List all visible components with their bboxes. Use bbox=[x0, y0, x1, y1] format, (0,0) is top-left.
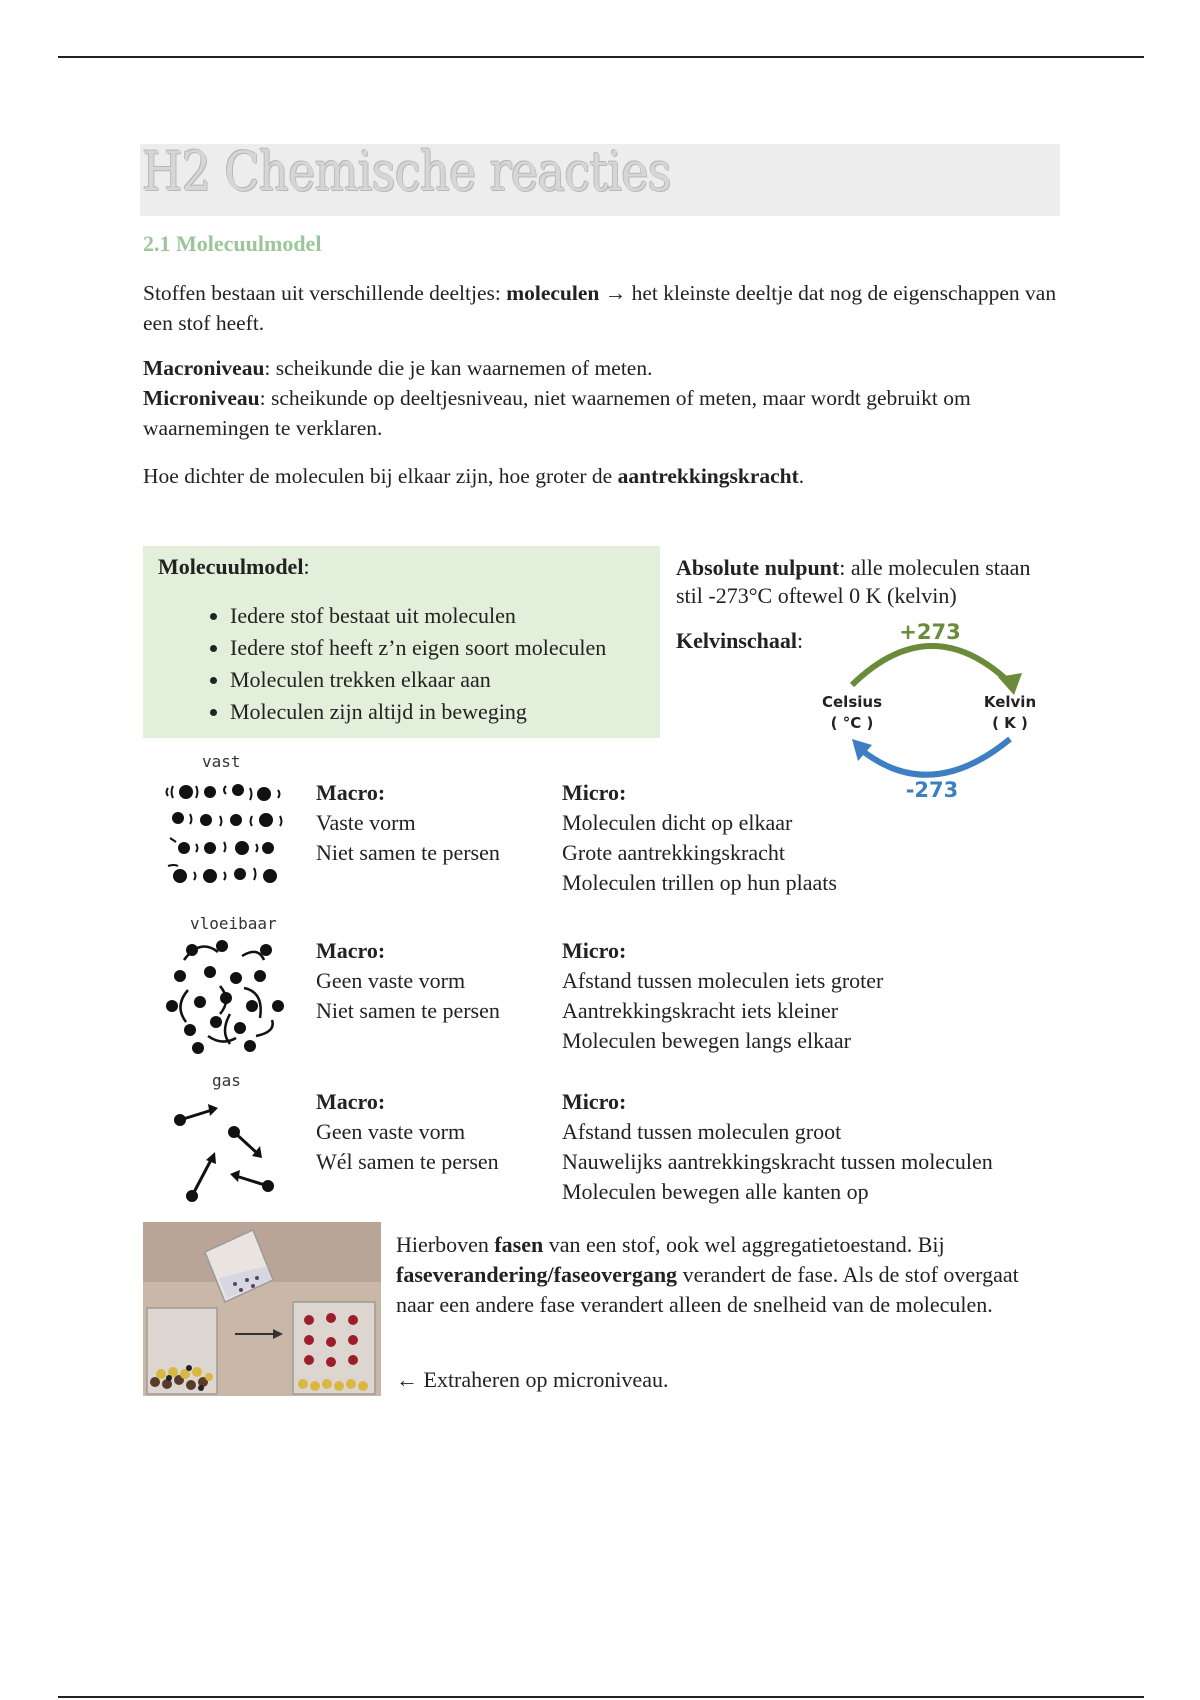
macro-definition: : scheikunde die je kan waarnemen of meten. bbox=[264, 356, 653, 380]
celsius-unit: ( °C ) bbox=[830, 714, 874, 732]
phase-label-liquid: vloeibaar bbox=[190, 914, 277, 933]
macro-line: Niet samen te persen bbox=[316, 998, 500, 1023]
macro-line: Niet samen te persen bbox=[316, 840, 500, 865]
molecuulmodel-title-bold: Molecuulmodel bbox=[158, 554, 304, 579]
gas-molecules-icon bbox=[160, 1094, 290, 1206]
attraction-period: . bbox=[798, 464, 805, 488]
phases-text: Hierboven bbox=[396, 1232, 495, 1257]
attraction-bold: aantrekkingskracht bbox=[617, 464, 799, 488]
macro-heading: Macro: bbox=[316, 1089, 386, 1114]
solid-molecules-icon bbox=[160, 776, 290, 894]
micro-heading: Micro: bbox=[562, 1089, 627, 1114]
phases-bold: fasen bbox=[494, 1232, 544, 1257]
intro-text: Stoffen bestaan uit verschillende deeltjes: bbox=[143, 281, 507, 305]
top-rule bbox=[58, 56, 1144, 58]
phases-paragraph bbox=[396, 1230, 1056, 1320]
micro-heading: Micro: bbox=[562, 938, 627, 963]
levels-paragraph bbox=[143, 353, 1063, 443]
extraction-photo bbox=[143, 1222, 381, 1396]
phase-change-bold: faseverandering/faseovergang bbox=[396, 1262, 678, 1287]
micro-line: Nauwelijks aantrekkingskracht tussen moleculen bbox=[562, 1149, 993, 1174]
micro-definition: : scheikunde op deeltjesniveau, niet waarnemen of meten, maar wordt gebruikt om waarnemingen te verklaren. bbox=[143, 386, 971, 440]
macro-line: Vaste vorm bbox=[316, 810, 416, 835]
macro-line: Geen vaste vorm bbox=[316, 1119, 466, 1144]
micro-term: Microniveau bbox=[143, 386, 260, 410]
extraction-caption: ← Extraheren op microniveau. bbox=[396, 1367, 669, 1392]
bottom-rule bbox=[58, 1696, 1144, 1698]
phase-label-gas: gas bbox=[212, 1071, 241, 1090]
micro-line: Afstand tussen moleculen iets groter bbox=[562, 968, 884, 993]
kelvin-scale-label bbox=[676, 628, 803, 654]
arrow-right-icon bbox=[852, 646, 1008, 685]
list-item: • Moleculen trekken elkaar aan bbox=[230, 664, 700, 696]
liquid-molecules-icon bbox=[160, 936, 290, 1056]
celsius-label: Celsius bbox=[822, 693, 882, 711]
minus-273-label: -273 bbox=[905, 778, 959, 802]
gas-macro bbox=[316, 1087, 499, 1177]
micro-line: Moleculen dicht op elkaar bbox=[562, 810, 793, 835]
intro-text-2: → het kleinste deeltje dat nog de eigenschappen van een stof heeft. bbox=[143, 281, 1057, 335]
list-item: • Iedere stof bestaat uit moleculen bbox=[230, 600, 700, 632]
molecuulmodel-title bbox=[158, 554, 310, 580]
gas-micro bbox=[562, 1087, 993, 1207]
micro-line: Moleculen bewegen langs elkaar bbox=[562, 1028, 851, 1053]
kelvin-scale-colon: : bbox=[797, 628, 804, 653]
phases-text-3: verandert de fase. Als de stof overgaat naar een andere fase verandert alleen de snelheid van de moleculen. bbox=[396, 1262, 1019, 1317]
absolute-zero-term: Absolute nulpunt bbox=[676, 555, 840, 580]
intro-paragraph bbox=[143, 278, 1063, 338]
macro-heading: Macro: bbox=[316, 780, 386, 805]
page-title: H2 Chemische reacties bbox=[142, 140, 671, 203]
molecuulmodel-colon: : bbox=[303, 554, 310, 579]
kelvin-label: Kelvin bbox=[983, 693, 1037, 711]
kelvin-scale-term: Kelvinschaal bbox=[676, 628, 798, 653]
arrow-left-icon bbox=[860, 739, 1010, 775]
micro-line: Moleculen bewegen alle kanten op bbox=[562, 1179, 869, 1204]
plus-273-label: +273 bbox=[899, 620, 961, 644]
intro-bold: moleculen bbox=[506, 281, 600, 305]
kelvin-diagram bbox=[810, 615, 1050, 805]
section-heading: 2.1 Molecuulmodel bbox=[143, 231, 322, 256]
list-item: • Moleculen zijn altijd in beweging bbox=[230, 696, 700, 728]
macro-line: Wél samen te persen bbox=[316, 1149, 499, 1174]
list-item: • Iedere stof heeft z’n eigen soort moleculen bbox=[230, 632, 700, 664]
macro-term: Macroniveau bbox=[143, 356, 265, 380]
molecuulmodel-list bbox=[190, 600, 700, 728]
phase-label-solid: vast bbox=[202, 752, 241, 771]
micro-line: Grote aantrekkingskracht bbox=[562, 840, 785, 865]
solid-macro bbox=[316, 778, 500, 868]
micro-line: Afstand tussen moleculen groot bbox=[562, 1119, 842, 1144]
liquid-macro bbox=[316, 936, 500, 1026]
attraction-paragraph bbox=[143, 461, 1063, 491]
extraction-illustration bbox=[143, 1222, 381, 1396]
solid-micro bbox=[562, 778, 837, 898]
micro-heading: Micro: bbox=[562, 780, 627, 805]
macro-line: Geen vaste vorm bbox=[316, 968, 466, 993]
attraction-text: Hoe dichter de moleculen bij elkaar zijn, hoe groter de bbox=[143, 464, 618, 488]
phases-text-2: van een stof, ook wel aggregatietoestand. Bij bbox=[543, 1232, 945, 1257]
kelvin-unit: ( K ) bbox=[992, 714, 1028, 732]
absolute-zero-text bbox=[676, 554, 1056, 610]
absolute-zero-definition: : alle moleculen staan stil -273°C oftewel 0 K (kelvin) bbox=[676, 555, 1031, 608]
liquid-micro bbox=[562, 936, 883, 1056]
micro-line: Moleculen trillen op hun plaats bbox=[562, 870, 837, 895]
micro-line: Aantrekkingskracht iets kleiner bbox=[562, 998, 839, 1023]
macro-heading: Macro: bbox=[316, 938, 386, 963]
